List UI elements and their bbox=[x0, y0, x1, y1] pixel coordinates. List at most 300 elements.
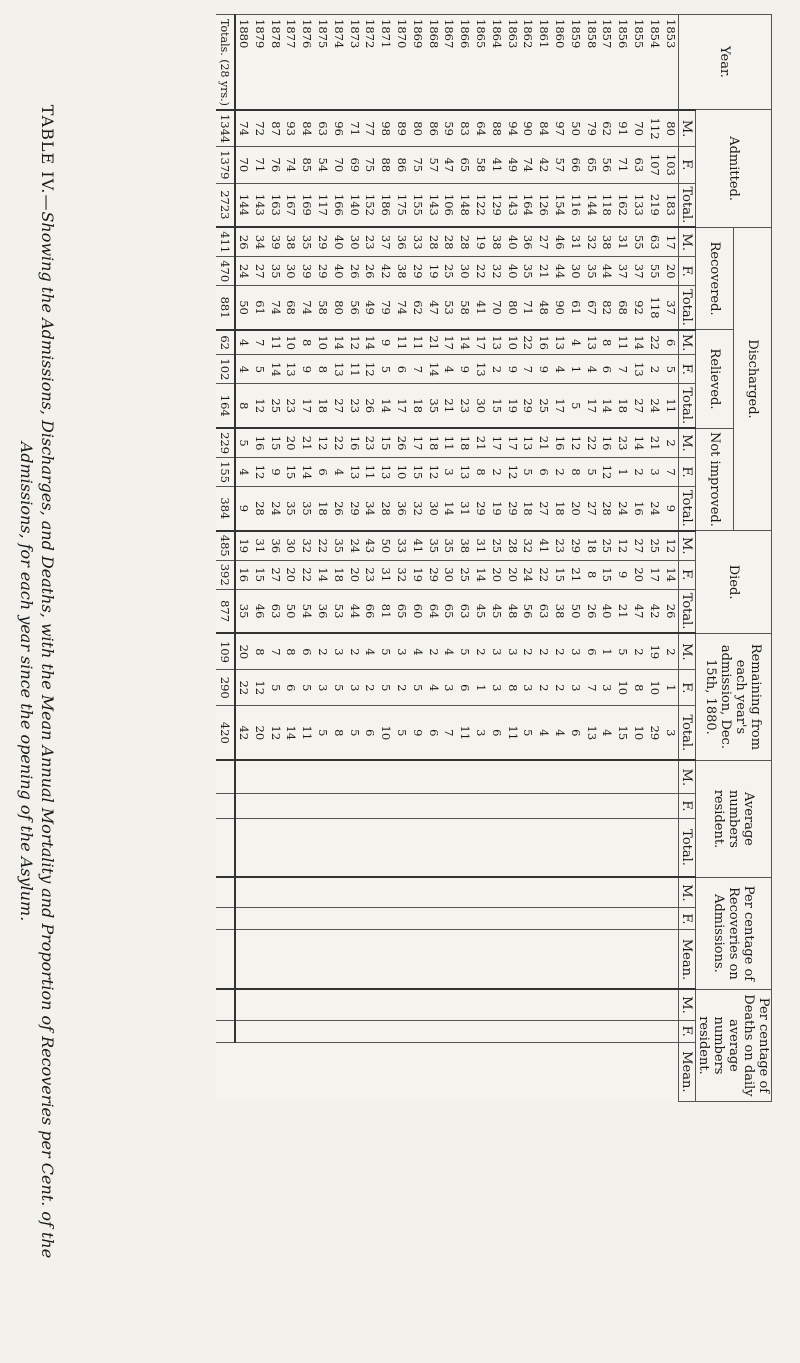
value-cell bbox=[394, 1020, 410, 1042]
value-cell bbox=[315, 930, 331, 989]
value-cell bbox=[330, 930, 346, 989]
table-row bbox=[567, 15, 583, 1102]
value-cell bbox=[599, 818, 615, 877]
value-cell bbox=[283, 877, 299, 907]
value-cell bbox=[488, 760, 504, 793]
subheader-f: F. bbox=[679, 147, 696, 183]
value-cell bbox=[362, 908, 378, 930]
value-cell bbox=[504, 794, 520, 818]
value-cell: 35 bbox=[441, 531, 457, 560]
totals-cell: 392 bbox=[216, 560, 235, 589]
value-cell: 118 bbox=[646, 286, 662, 330]
value-cell bbox=[362, 760, 378, 793]
totals-cell: 290 bbox=[216, 670, 235, 706]
value-cell: 4 bbox=[330, 458, 346, 487]
subheader-f: F. bbox=[679, 355, 696, 384]
value-cell: 21 bbox=[646, 428, 662, 457]
value-cell: 47 bbox=[425, 286, 441, 330]
totals-cell bbox=[216, 908, 235, 930]
value-cell: 6 bbox=[425, 706, 441, 761]
value-cell: 40 bbox=[599, 589, 615, 633]
value-cell: 23 bbox=[283, 384, 299, 428]
value-cell: 106 bbox=[441, 183, 457, 227]
value-cell: 44 bbox=[346, 589, 362, 633]
value-cell: 22 bbox=[473, 257, 489, 286]
value-cell: 35 bbox=[583, 257, 599, 286]
totals-cell bbox=[216, 989, 235, 1020]
value-cell bbox=[299, 908, 315, 930]
value-cell bbox=[330, 760, 346, 793]
value-cell: 13 bbox=[583, 330, 599, 355]
value-cell bbox=[646, 989, 662, 1020]
value-cell: 164 bbox=[520, 183, 536, 227]
value-cell bbox=[662, 908, 678, 930]
value-cell bbox=[283, 989, 299, 1020]
value-cell bbox=[425, 877, 441, 907]
value-cell: 107 bbox=[646, 147, 662, 183]
value-cell: 5 bbox=[457, 633, 473, 669]
value-cell: 14 bbox=[631, 428, 647, 457]
value-cell bbox=[362, 930, 378, 989]
table-row bbox=[615, 15, 631, 1102]
value-cell: 22 bbox=[235, 670, 252, 706]
value-cell: 5 bbox=[330, 670, 346, 706]
value-cell: 3 bbox=[488, 670, 504, 706]
value-cell: 20 bbox=[488, 560, 504, 589]
value-cell bbox=[315, 1020, 331, 1042]
subheader-f: F. bbox=[679, 458, 696, 487]
value-cell bbox=[441, 877, 457, 907]
value-cell: 35 bbox=[299, 227, 315, 256]
value-cell: 34 bbox=[362, 487, 378, 531]
value-cell: 66 bbox=[567, 147, 583, 183]
totals-cell: 2723 bbox=[216, 183, 235, 227]
value-cell bbox=[299, 794, 315, 818]
value-cell: 25 bbox=[599, 531, 615, 560]
value-cell bbox=[409, 760, 425, 793]
value-cell bbox=[536, 908, 552, 930]
value-cell bbox=[283, 908, 299, 930]
value-cell bbox=[378, 818, 394, 877]
value-cell bbox=[235, 930, 252, 989]
value-cell: 16 bbox=[346, 428, 362, 457]
year-cell: 1857 bbox=[599, 15, 615, 110]
value-cell bbox=[615, 989, 631, 1020]
value-cell: 15 bbox=[283, 458, 299, 487]
subheader-total: Total. bbox=[679, 183, 696, 227]
value-cell: 11 bbox=[457, 706, 473, 761]
value-cell bbox=[662, 1020, 678, 1042]
year-cell: 1866 bbox=[457, 15, 473, 110]
value-cell: 27 bbox=[583, 487, 599, 531]
value-cell bbox=[378, 1020, 394, 1042]
value-cell bbox=[583, 1020, 599, 1042]
value-cell: 7 bbox=[583, 670, 599, 706]
value-cell: 21 bbox=[536, 428, 552, 457]
value-cell bbox=[552, 818, 568, 877]
value-cell: 13 bbox=[631, 355, 647, 384]
value-cell: 183 bbox=[662, 183, 678, 227]
value-cell: 3 bbox=[441, 670, 457, 706]
value-cell: 15 bbox=[599, 560, 615, 589]
subheader-f: F. bbox=[679, 670, 696, 706]
value-cell: 21 bbox=[425, 330, 441, 355]
value-cell bbox=[631, 760, 647, 793]
value-cell: 70 bbox=[235, 147, 252, 183]
subheader-f: F. bbox=[679, 908, 696, 930]
header-deaths-pct: Per centage of Deaths on daily average numbers resident. bbox=[696, 989, 772, 1101]
value-cell: 31 bbox=[567, 227, 583, 256]
value-cell bbox=[299, 760, 315, 793]
value-cell: 76 bbox=[267, 147, 283, 183]
value-cell: 15 bbox=[251, 560, 267, 589]
value-cell: 8 bbox=[599, 330, 615, 355]
value-cell: 17 bbox=[662, 227, 678, 256]
value-cell: 26 bbox=[362, 257, 378, 286]
value-cell: 20 bbox=[662, 257, 678, 286]
value-cell: 29 bbox=[315, 257, 331, 286]
value-cell: 3 bbox=[599, 670, 615, 706]
value-cell bbox=[299, 818, 315, 877]
value-cell: 4 bbox=[235, 355, 252, 384]
value-cell bbox=[536, 760, 552, 793]
value-cell: 144 bbox=[235, 183, 252, 227]
value-cell: 23 bbox=[362, 428, 378, 457]
value-cell: 27 bbox=[251, 257, 267, 286]
table-caption bbox=[16, 0, 58, 1363]
value-cell: 4 bbox=[583, 355, 599, 384]
value-cell: 14 bbox=[631, 330, 647, 355]
value-cell: 4 bbox=[362, 633, 378, 669]
value-cell: 2 bbox=[488, 458, 504, 487]
value-cell bbox=[552, 908, 568, 930]
totals-cell: 411 bbox=[216, 227, 235, 256]
value-cell: 24 bbox=[235, 257, 252, 286]
value-cell bbox=[615, 818, 631, 877]
value-cell: 22 bbox=[536, 560, 552, 589]
value-cell: 2 bbox=[346, 633, 362, 669]
value-cell bbox=[599, 760, 615, 793]
value-cell: 24 bbox=[615, 487, 631, 531]
value-cell bbox=[488, 908, 504, 930]
value-cell bbox=[599, 930, 615, 989]
value-cell: 65 bbox=[583, 147, 599, 183]
value-cell: 27 bbox=[267, 560, 283, 589]
value-cell: 6 bbox=[583, 633, 599, 669]
value-cell: 74 bbox=[283, 147, 299, 183]
value-cell: 26 bbox=[330, 487, 346, 531]
value-cell: 32 bbox=[488, 257, 504, 286]
value-cell: 13 bbox=[488, 330, 504, 355]
value-cell: 18 bbox=[615, 384, 631, 428]
value-cell: 32 bbox=[394, 560, 410, 589]
value-cell bbox=[615, 794, 631, 818]
value-cell: 70 bbox=[330, 147, 346, 183]
value-cell: 50 bbox=[567, 589, 583, 633]
value-cell bbox=[473, 877, 489, 907]
value-cell: 74 bbox=[235, 110, 252, 147]
value-cell bbox=[267, 877, 283, 907]
value-cell bbox=[315, 818, 331, 877]
value-cell: 26 bbox=[235, 227, 252, 256]
value-cell: 29 bbox=[504, 487, 520, 531]
value-cell: 18 bbox=[552, 487, 568, 531]
value-cell: 2 bbox=[552, 458, 568, 487]
value-cell: 162 bbox=[615, 183, 631, 227]
value-cell: 69 bbox=[346, 147, 362, 183]
value-cell: 80 bbox=[330, 286, 346, 330]
value-cell bbox=[378, 877, 394, 907]
value-cell: 91 bbox=[615, 110, 631, 147]
value-cell: 31 bbox=[378, 560, 394, 589]
value-cell: 31 bbox=[457, 487, 473, 531]
value-cell: 1 bbox=[599, 633, 615, 669]
caption-lead: TABLE IV.— bbox=[38, 104, 57, 212]
value-cell: 29 bbox=[646, 706, 662, 761]
value-cell: 27 bbox=[631, 531, 647, 560]
value-cell bbox=[299, 989, 315, 1020]
value-cell: 18 bbox=[457, 428, 473, 457]
value-cell: 56 bbox=[599, 147, 615, 183]
value-cell: 4 bbox=[235, 330, 252, 355]
value-cell bbox=[567, 908, 583, 930]
value-cell: 40 bbox=[504, 227, 520, 256]
value-cell: 89 bbox=[394, 110, 410, 147]
value-cell bbox=[583, 989, 599, 1020]
value-cell bbox=[552, 1020, 568, 1042]
value-cell: 94 bbox=[504, 110, 520, 147]
value-cell: 6 bbox=[567, 706, 583, 761]
value-cell: 2 bbox=[662, 428, 678, 457]
value-cell bbox=[346, 989, 362, 1020]
year-cell: 1855 bbox=[631, 15, 647, 110]
value-cell: 4 bbox=[552, 706, 568, 761]
value-cell: 62 bbox=[409, 286, 425, 330]
totals-cell: 384 bbox=[216, 487, 235, 531]
value-cell: 74 bbox=[520, 147, 536, 183]
year-cell: 1867 bbox=[441, 15, 457, 110]
value-cell: 29 bbox=[425, 560, 441, 589]
value-cell: 44 bbox=[552, 257, 568, 286]
value-cell: 2 bbox=[536, 670, 552, 706]
year-cell: 1874 bbox=[330, 15, 346, 110]
value-cell: 1 bbox=[567, 355, 583, 384]
subheader-m: M. bbox=[679, 330, 696, 355]
value-cell: 37 bbox=[662, 286, 678, 330]
subheader-total: Total. bbox=[679, 384, 696, 428]
value-cell: 30 bbox=[425, 487, 441, 531]
value-cell bbox=[425, 818, 441, 877]
value-cell: 39 bbox=[267, 227, 283, 256]
value-cell bbox=[473, 908, 489, 930]
value-cell: 143 bbox=[504, 183, 520, 227]
value-cell: 3 bbox=[441, 458, 457, 487]
value-cell: 14 bbox=[473, 560, 489, 589]
value-cell: 64 bbox=[425, 589, 441, 633]
value-cell bbox=[330, 794, 346, 818]
value-cell bbox=[267, 989, 283, 1020]
value-cell bbox=[441, 989, 457, 1020]
value-cell bbox=[488, 930, 504, 989]
totals-cell: 420 bbox=[216, 706, 235, 761]
value-cell: 29 bbox=[315, 227, 331, 256]
value-cell: 35 bbox=[235, 589, 252, 633]
header-relieved: Relieved. bbox=[696, 330, 734, 428]
value-cell: 39 bbox=[299, 257, 315, 286]
caption-line-2: Admissions, for each year since the opening of the Asylum. bbox=[17, 441, 36, 922]
value-cell: 55 bbox=[646, 257, 662, 286]
value-cell: 31 bbox=[473, 531, 489, 560]
value-cell: 50 bbox=[283, 589, 299, 633]
subheader-total: Total. bbox=[679, 706, 696, 761]
value-cell: 13 bbox=[457, 458, 473, 487]
totals-cell bbox=[216, 794, 235, 818]
value-cell: 10 bbox=[631, 706, 647, 761]
value-cell bbox=[267, 930, 283, 989]
value-cell: 28 bbox=[425, 227, 441, 256]
value-cell bbox=[283, 794, 299, 818]
value-cell: 14 bbox=[425, 355, 441, 384]
value-cell bbox=[235, 818, 252, 877]
value-cell: 6 bbox=[362, 706, 378, 761]
value-cell: 14 bbox=[283, 706, 299, 761]
value-cell: 5 bbox=[615, 633, 631, 669]
header-remaining: Remaining from each year's admission, Dec. 15th, 1880. bbox=[696, 633, 772, 760]
value-cell: 48 bbox=[504, 589, 520, 633]
value-cell: 12 bbox=[315, 428, 331, 457]
value-cell: 117 bbox=[315, 183, 331, 227]
value-cell: 53 bbox=[441, 286, 457, 330]
value-cell bbox=[662, 818, 678, 877]
value-cell: 143 bbox=[425, 183, 441, 227]
value-cell: 20 bbox=[504, 560, 520, 589]
value-cell: 29 bbox=[346, 487, 362, 531]
table-row bbox=[267, 15, 283, 1102]
value-cell bbox=[409, 818, 425, 877]
value-cell bbox=[251, 1020, 267, 1042]
value-cell: 140 bbox=[346, 183, 362, 227]
value-cell: 24 bbox=[646, 384, 662, 428]
value-cell bbox=[457, 877, 473, 907]
subheader-mean: Mean. bbox=[679, 930, 696, 989]
value-cell bbox=[583, 794, 599, 818]
value-cell: 11 bbox=[299, 706, 315, 761]
subheader-f: F. bbox=[679, 794, 696, 818]
year-cell: 1863 bbox=[504, 15, 520, 110]
value-cell: 112 bbox=[646, 110, 662, 147]
subheader-total: Total. bbox=[679, 487, 696, 531]
value-cell bbox=[330, 908, 346, 930]
value-cell bbox=[520, 1020, 536, 1042]
value-cell: 2 bbox=[646, 355, 662, 384]
value-cell: 32 bbox=[299, 531, 315, 560]
value-cell: 21 bbox=[615, 589, 631, 633]
value-cell: 11 bbox=[394, 330, 410, 355]
value-cell: 1 bbox=[662, 670, 678, 706]
value-cell: 13 bbox=[583, 706, 599, 761]
value-cell bbox=[315, 908, 331, 930]
value-cell: 17 bbox=[394, 384, 410, 428]
value-cell bbox=[536, 818, 552, 877]
value-cell: 11 bbox=[615, 330, 631, 355]
value-cell: 26 bbox=[362, 384, 378, 428]
year-cell: 1870 bbox=[394, 15, 410, 110]
value-cell bbox=[599, 794, 615, 818]
totals-cell bbox=[216, 877, 235, 907]
value-cell: 40 bbox=[330, 227, 346, 256]
header-discharged: Discharged. bbox=[734, 227, 772, 531]
value-cell: 3 bbox=[662, 706, 678, 761]
value-cell: 8 bbox=[631, 670, 647, 706]
value-cell bbox=[520, 989, 536, 1020]
value-cell bbox=[520, 930, 536, 989]
value-cell: 6 bbox=[315, 458, 331, 487]
subheader-total: Total. bbox=[679, 818, 696, 877]
value-cell bbox=[567, 877, 583, 907]
value-cell bbox=[583, 877, 599, 907]
value-cell bbox=[457, 930, 473, 989]
value-cell: 38 bbox=[552, 589, 568, 633]
table-row bbox=[631, 15, 647, 1102]
value-cell bbox=[251, 818, 267, 877]
value-cell: 1 bbox=[473, 670, 489, 706]
value-cell bbox=[615, 760, 631, 793]
value-cell: 9 bbox=[615, 560, 631, 589]
value-cell: 23 bbox=[615, 428, 631, 457]
value-cell: 7 bbox=[251, 330, 267, 355]
value-cell: 9 bbox=[235, 487, 252, 531]
value-cell bbox=[615, 908, 631, 930]
totals-cell: 485 bbox=[216, 531, 235, 560]
value-cell bbox=[378, 760, 394, 793]
value-cell: 16 bbox=[235, 560, 252, 589]
value-cell bbox=[346, 877, 362, 907]
value-cell: 63 bbox=[267, 589, 283, 633]
table-row bbox=[330, 15, 346, 1102]
value-cell: 26 bbox=[662, 589, 678, 633]
value-cell: 41 bbox=[536, 531, 552, 560]
year-cell: 1858 bbox=[583, 15, 599, 110]
value-cell: 31 bbox=[615, 227, 631, 256]
value-cell bbox=[599, 877, 615, 907]
value-cell bbox=[488, 1020, 504, 1042]
year-cell: 1873 bbox=[346, 15, 362, 110]
value-cell: 5 bbox=[378, 633, 394, 669]
value-cell: 15 bbox=[409, 458, 425, 487]
value-cell: 68 bbox=[615, 286, 631, 330]
value-cell: 87 bbox=[267, 110, 283, 147]
table-row bbox=[520, 15, 536, 1102]
value-cell: 10 bbox=[615, 670, 631, 706]
value-cell bbox=[299, 930, 315, 989]
value-cell: 42 bbox=[378, 257, 394, 286]
subheader-m: M. bbox=[679, 227, 696, 256]
value-cell: 5 bbox=[662, 355, 678, 384]
value-cell bbox=[409, 908, 425, 930]
value-cell: 152 bbox=[362, 183, 378, 227]
value-cell: 2 bbox=[488, 355, 504, 384]
value-cell: 5 bbox=[520, 706, 536, 761]
value-cell: 8 bbox=[504, 670, 520, 706]
value-cell: 25 bbox=[267, 384, 283, 428]
value-cell: 5 bbox=[567, 384, 583, 428]
value-cell: 32 bbox=[409, 487, 425, 531]
value-cell: 22 bbox=[299, 560, 315, 589]
value-cell: 6 bbox=[599, 355, 615, 384]
value-cell bbox=[299, 1020, 315, 1042]
value-cell: 4 bbox=[441, 633, 457, 669]
value-cell: 11 bbox=[267, 330, 283, 355]
